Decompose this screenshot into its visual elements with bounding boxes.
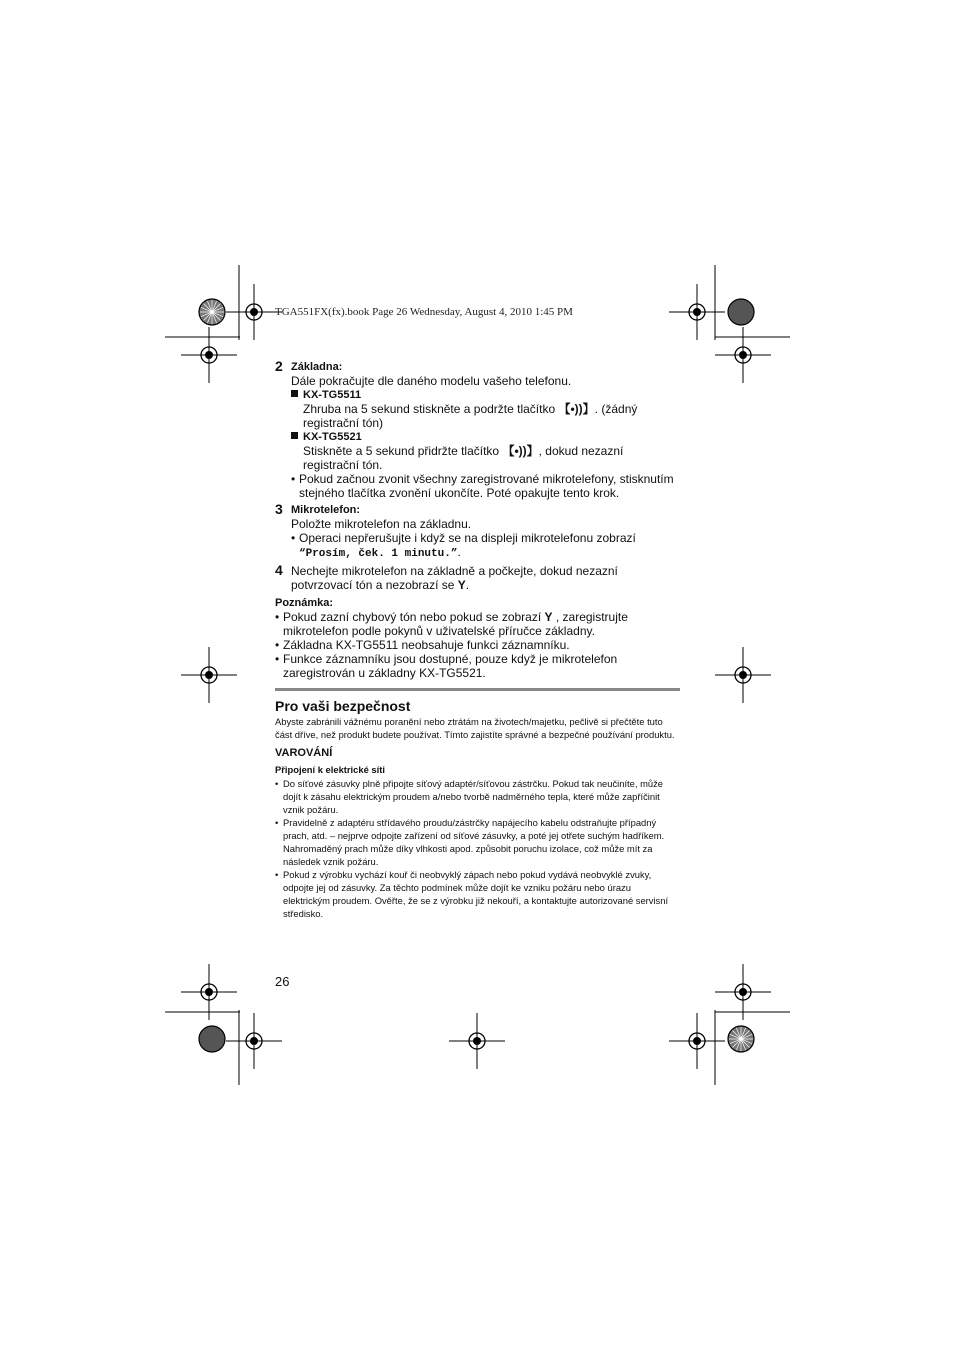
step-text-part: . bbox=[465, 578, 470, 592]
registration-mark bbox=[181, 327, 237, 383]
step-2 bbox=[275, 360, 680, 500]
bullet-text: Do síťové zásuvky plně připojte síťový adaptér/síťovou zástrčku. Pokud tak neučiníte, může dojít k zásahu elektrickým proudem a/nebo tvorbě nadměrného tepla, které může zapříčinit vznik požáru. bbox=[283, 778, 664, 815]
star-target-top-left bbox=[199, 299, 225, 325]
section-title: Pro vaši bezpečnost bbox=[275, 698, 411, 714]
square-bullet-icon bbox=[291, 432, 298, 439]
note-heading: Poznámka: bbox=[275, 597, 334, 609]
star-target-bottom-right bbox=[728, 1026, 754, 1052]
subheading: Připojení k elektrické síti bbox=[275, 764, 385, 775]
model-name: KX-TG5511 bbox=[303, 389, 362, 401]
list-item: • Pokud z výrobku vychází kouř či neobvyklý zápach nebo pokud vydává neobvyklé zvuky, odpojte jej od zásuvky. Za těchto podmínek může dojít ke vzniku požáru nebo úrazu elektrickým proudem. Ověřte, že se z výrobku již nekouří, a kontaktujte autorizované servisní středisko. bbox=[275, 869, 669, 919]
step-text-part: Nechejte mikrotelefon na základně a počkejte, dokud nezazní potvrzovací tón a nezobrazí se bbox=[291, 564, 618, 592]
step-3 bbox=[275, 503, 680, 561]
bullet-text: Funkce záznamníku jsou dostupné, pouze když je mikrotelefon zaregistrován u základny KX-TG5521. bbox=[283, 652, 618, 680]
step-number: 4 bbox=[275, 562, 283, 578]
running-header: TGA551FX(fx).book Page 26 Wednesday, August 4, 2010 1:45 PM bbox=[275, 306, 573, 318]
bullet-text: , zaregistrujte mikrotelefon podle pokynů v uživatelské příručce základny. bbox=[283, 610, 628, 638]
model-instruction bbox=[291, 444, 680, 472]
registration-mark bbox=[669, 284, 725, 340]
model-name: KX-TG5521 bbox=[303, 431, 362, 443]
instruction-text: Zhruba na 5 sekund stiskněte a podržte tlačítko bbox=[303, 402, 559, 416]
registration-mark bbox=[715, 327, 771, 383]
list-item: • Operaci nepřerušujte i když se na displeji mikrotelefonu zobrazí “Prosím, ček. 1 minutu.”. bbox=[291, 531, 636, 560]
antenna-icon: Y bbox=[544, 610, 553, 624]
model-heading bbox=[291, 388, 680, 402]
model-instruction bbox=[291, 402, 680, 430]
bullet-text: Pokud z výrobku vychází kouř či neobvyklý zápach nebo pokud vydává neobvyklé zvuky, odpojte jej od zásuvky. Za těchto podmínek může dojít ke vzniku požáru nebo úrazu elektrickým proudem. Ověřte, že se z výrobku již nekouří, a kontaktujte autorizované servisní středisko. bbox=[283, 869, 669, 919]
registration-mark bbox=[715, 647, 771, 703]
dark-target-top-right bbox=[728, 299, 754, 325]
dark-target-bottom-left bbox=[199, 1026, 225, 1052]
step-4 bbox=[275, 564, 680, 592]
intercom-key-icon: 【•))】 bbox=[558, 402, 595, 416]
warning-heading: VAROVÁNÍ bbox=[275, 747, 333, 759]
instruction-text: , dokud nezazní registrační tón. bbox=[303, 444, 624, 472]
bullet-text: Operaci nepřerušujte i když se na displeji mikrotelefonu zobrazí bbox=[299, 531, 636, 545]
bullet-text: Pokud zazní chybový tón nebo pokud se zobrazí bbox=[283, 610, 545, 624]
step-text: Dále pokračujte dle daného modelu vašeho telefonu. bbox=[291, 374, 572, 388]
instruction-text: . (žádný registrační tón) bbox=[303, 402, 638, 430]
page-number: 26 bbox=[275, 974, 290, 989]
list-item: • Pokud začnou zvonit všechny zaregistrované mikrotelefony, stisknutím stejného tlačítka zvonění ukončíte. Poté opakujte tento krok. bbox=[291, 472, 674, 500]
registration-mark bbox=[181, 647, 237, 703]
registration-mark bbox=[226, 1013, 282, 1069]
list-item: • Pokud zazní chybový tón nebo pokud se zobrazí Y , zaregistrujte mikrotelefon podle pokynů v uživatelské příručce základny. bbox=[275, 610, 628, 638]
step-number: 2 bbox=[275, 358, 283, 374]
step-number: 3 bbox=[275, 501, 283, 517]
model-heading bbox=[291, 430, 680, 444]
step-title: Základna: bbox=[291, 361, 343, 373]
bullet-text: Pokud začnou zvonit všechny zaregistrované mikrotelefony, stisknutím stejného tlačítka zvonění ukončíte. Poté opakujte tento krok. bbox=[299, 472, 674, 500]
step-text bbox=[291, 564, 680, 592]
step-title: Mikrotelefon: bbox=[291, 504, 361, 516]
instruction-text: Stiskněte a 5 sekund přidržte tlačítko bbox=[303, 444, 503, 458]
square-bullet-icon bbox=[291, 390, 298, 397]
list-item: • Funkce záznamníku jsou dostupné, pouze když je mikrotelefon zaregistrován u základny KX-TG5521. bbox=[275, 652, 618, 680]
bullet-text: Pravidelně z adaptéru střídavého proudu/zástrčky napájecího kabelu odstraňujte případný prach, atd. – nejprve odpojte zařízení od síťové zásuvky, a poté jej otřete suchým hadříkem. Nahromaděný prach může díky vlhkosti apod. způsobit poruchu izolace, což může mít za následek vznik požáru. bbox=[283, 817, 665, 867]
antenna-icon: Y bbox=[457, 578, 466, 592]
bullet-text: Základna KX-TG5511 neobsahuje funkci záznamníku. bbox=[283, 638, 570, 652]
list-item: • Základna KX-TG5511 neobsahuje funkci záznamníku. bbox=[275, 638, 570, 652]
list-item: • Do síťové zásuvky plně připojte síťový adaptér/síťovou zástrčku. Pokud tak neučiníte, může dojít k zásahu elektrickým proudem a/nebo tvorbě nadměrného tepla, které může zapříčinit vznik požáru. bbox=[275, 778, 664, 815]
page-content bbox=[275, 360, 680, 920]
intercom-key-icon: 【•))】 bbox=[502, 444, 539, 458]
registration-mark bbox=[226, 284, 282, 340]
section-divider bbox=[275, 688, 680, 691]
registration-mark bbox=[669, 1013, 725, 1069]
registration-mark bbox=[449, 1013, 505, 1069]
safety-intro: Abyste zabránili vážnému poranění nebo ztrátám na životech/majetku, pečlivě si přečtěte tuto část dříve, než produkt budete používat. Tímto zajistíte správné a bezpečné používání produktu. bbox=[275, 716, 675, 740]
list-item: • Pravidelně z adaptéru střídavého proudu/zástrčky napájecího kabelu odstraňujte případný prach, atd. – nejprve odpojte zařízení od síťové zásuvky, a poté jej otřete suchým hadříkem. Nahromaděný prach může díky vlhkosti apod. způsobit poruchu izolace, což může mít za následek vznik požáru. bbox=[275, 817, 665, 867]
bullet-text: . bbox=[457, 545, 461, 559]
display-message: “Prosím, ček. 1 minutu.” bbox=[299, 548, 458, 560]
step-text: Položte mikrotelefon na základnu. bbox=[291, 517, 472, 531]
